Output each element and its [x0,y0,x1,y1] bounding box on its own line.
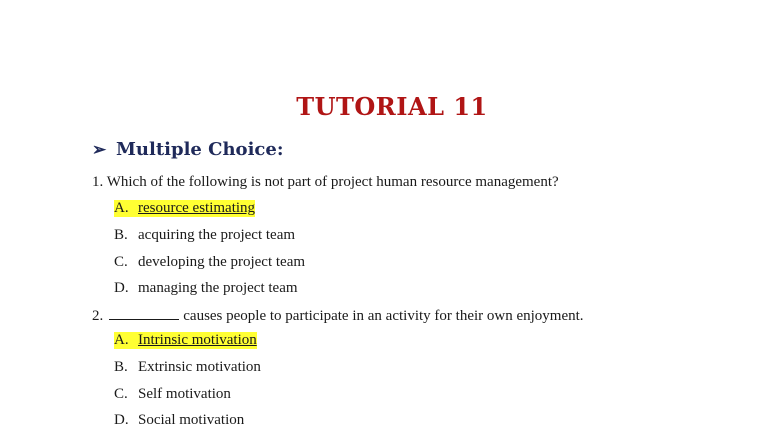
section-heading [92,139,283,160]
question-2-option-d [114,412,244,429]
option-letter: C. [114,386,128,402]
option-text: Intrinsic motivation [138,332,257,348]
option-letter: D. [114,280,129,296]
question-text: Which of the following is not part of project human resource management? [106,174,559,190]
question-text: causes people to participate in an activity for their own enjoyment. [183,308,584,324]
option-text: Social motivation [138,412,245,428]
question-2-option-c [114,386,231,403]
option-letter: B. [114,227,128,243]
option-text: Extrinsic motivation [138,359,261,375]
question-1-option-c [114,254,305,271]
option-text: resource estimating [138,200,256,216]
option-text: acquiring the project team [138,227,296,243]
page-title: TUTORIAL 11 [296,92,488,121]
answer-blank [109,307,179,320]
question-1 [92,174,559,191]
arrow-right-icon: ➢ [92,139,107,160]
option-letter: A. [114,200,138,217]
question-2-option-a [114,332,257,349]
option-text: managing the project team [138,280,298,296]
option-text: developing the project team [138,254,306,270]
section-heading-text: Multiple Choice: [116,139,284,160]
option-letter: C. [114,254,128,270]
question-number: 1. [92,174,104,190]
option-letter: B. [114,359,128,375]
option-letter: A. [114,332,138,349]
question-2 [92,307,584,325]
option-text: Self motivation [138,386,231,402]
option-letter: D. [114,412,129,428]
question-2-option-b [114,359,261,376]
question-1-option-a [114,200,255,217]
question-1-option-b [114,227,295,244]
question-1-option-d [114,280,298,297]
question-number: 2. [92,308,104,324]
